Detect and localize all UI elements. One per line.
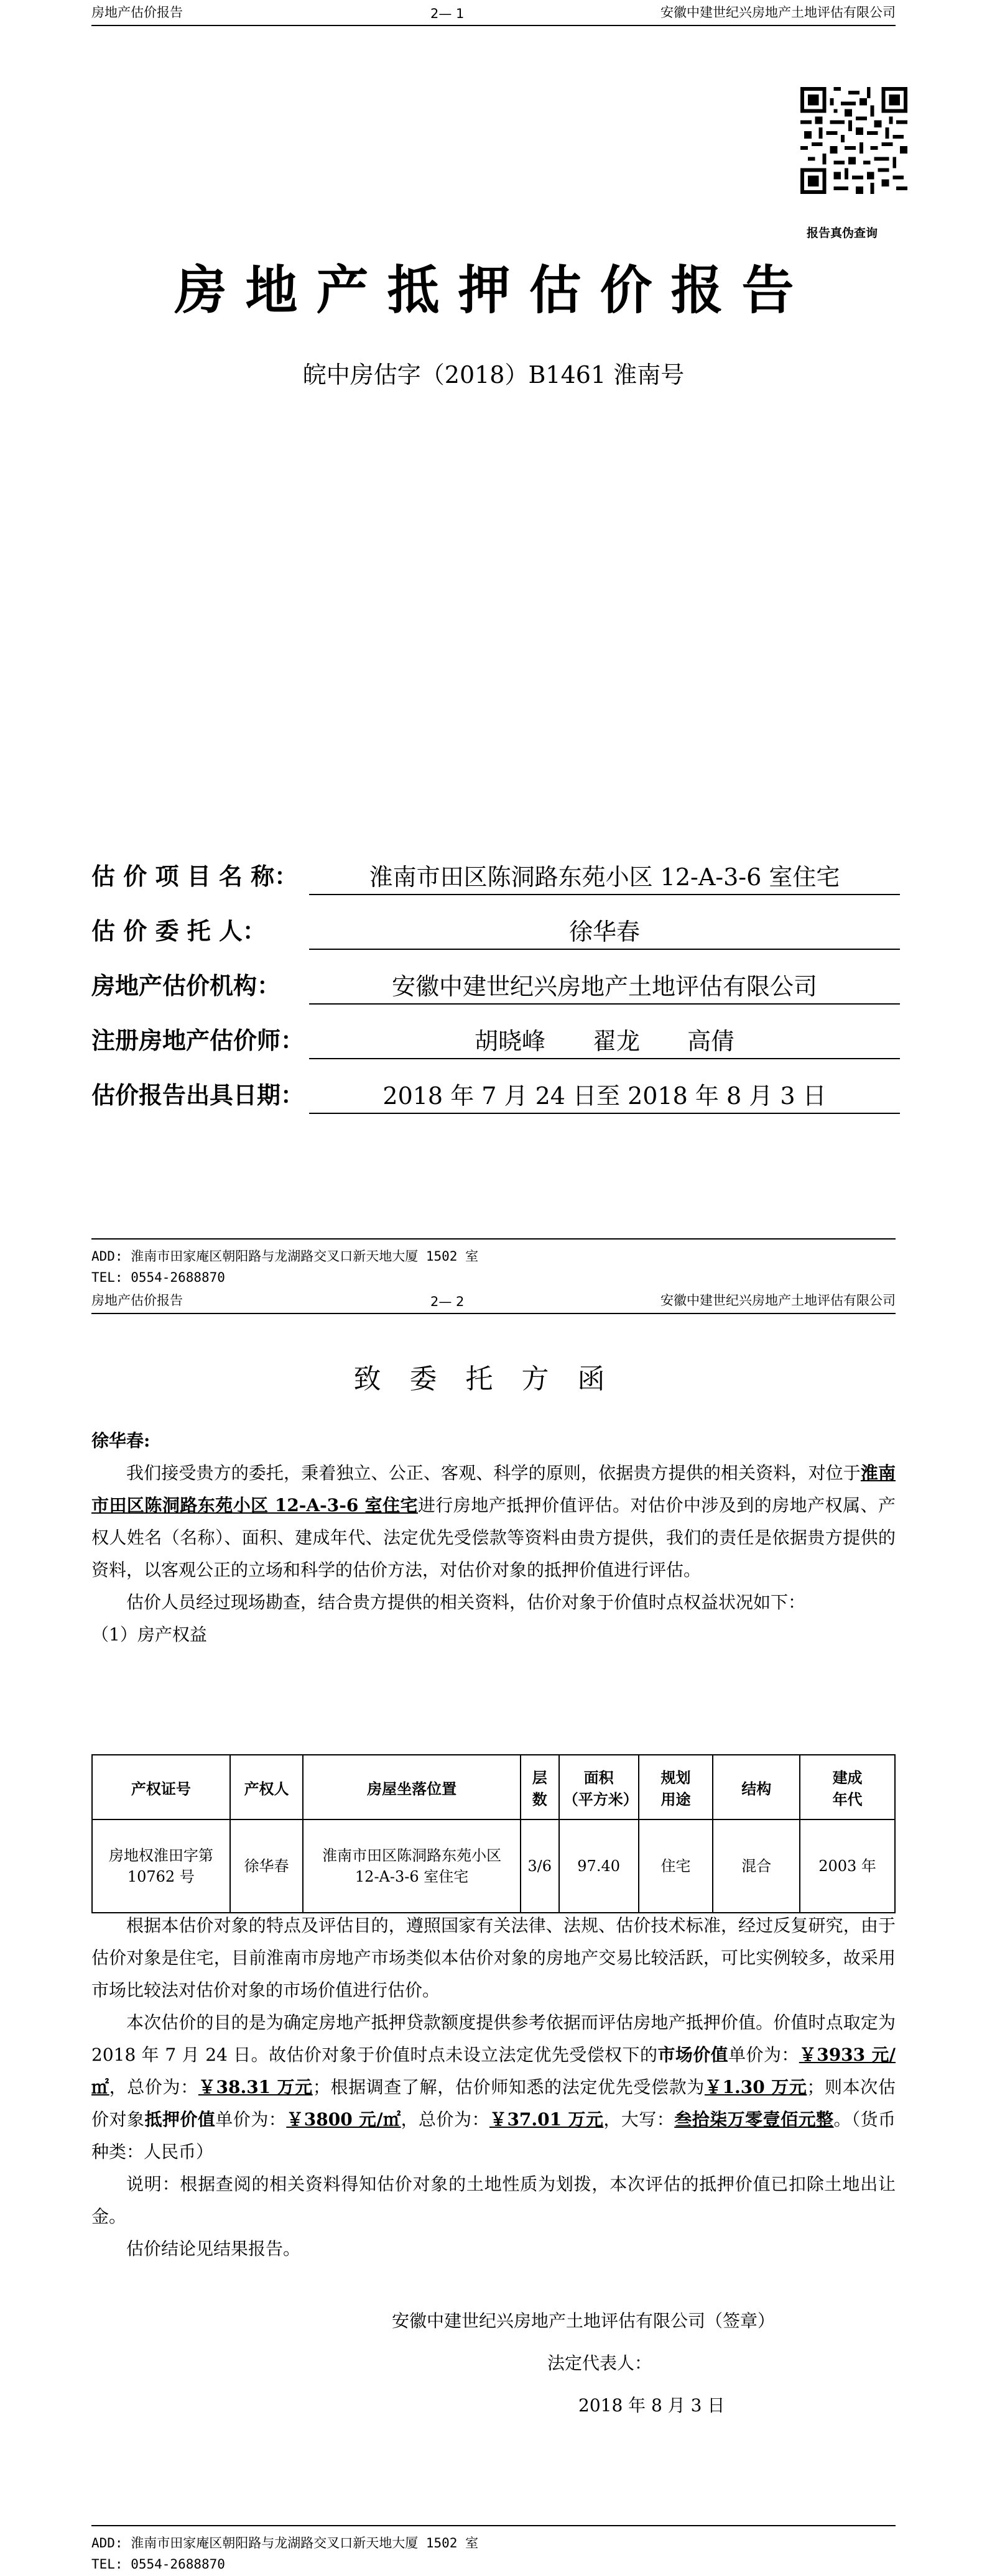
header-left: 房地产估价报告 bbox=[91, 1293, 183, 1308]
footer-tel: TEL: 0554-2688870 bbox=[91, 2557, 225, 2572]
field-issue-date bbox=[91, 1077, 912, 1114]
field-label: 估 价 项 目 名 称： bbox=[91, 863, 299, 890]
table-row bbox=[92, 1819, 895, 1913]
paragraph-5: 本次估价的目的是为确定房地产抵押贷款额度提供参考依据而评估房地产抵押价值。价值时点取定为 2018 年 7 月 24 日。故估价对象于价值时点未设立法定优先受偿权下的市场价值单价为：￥3933 元/㎡，总价为：￥38.31 万元；根据调查了解，估价师知悉的法定优先受偿款为￥1.30 万元；则本次估价对象抵押价值单价为：￥3800 元/㎡，总价为：￥37.01 万元，大写：叁拾柒万零壹佰元整。（货币种类：人民币） bbox=[91, 2012, 896, 2162]
footer-address: ADD: 淮南市田家庵区朝阳路与龙湖路交叉口新天地大厦 1502 室 bbox=[91, 2536, 479, 2551]
letter-title: 致委托方函 bbox=[353, 1363, 634, 1395]
qr-code-icon[interactable] bbox=[800, 87, 907, 194]
field-value: 徐华春 bbox=[309, 915, 900, 950]
table-header-cell: 产权人 bbox=[230, 1755, 304, 1819]
table-header-row bbox=[92, 1755, 895, 1819]
table-cell: 房地权淮田字第 10762 号 bbox=[92, 1819, 230, 1913]
field-appraisers bbox=[91, 1022, 912, 1059]
field-value: 安徽中建世纪兴房地产土地评估有限公司 bbox=[309, 970, 900, 1005]
mortgage-total-price: ￥37.01 万元 bbox=[489, 2109, 604, 2130]
field-client bbox=[91, 913, 912, 950]
table-cell: 97.40 bbox=[559, 1819, 639, 1913]
running-header bbox=[91, 1288, 896, 1314]
field-label: 估 价 委 托 人： bbox=[91, 918, 266, 945]
page-footer bbox=[91, 1238, 896, 1288]
footer-tel: TEL: 0554-2688870 bbox=[91, 1270, 225, 1285]
field-project-name bbox=[91, 858, 912, 895]
paragraph-7: 估价结论见结果报告。 bbox=[126, 2238, 301, 2259]
table-header-cell: 面积 （平方米） bbox=[559, 1755, 639, 1819]
paragraph-4: 根据本估价对象的特点及评估目的，遵照国家有关法律、法规、估价技术标准，经过反复研究，由于估价对象是住宅，目前淮南市房地产市场类似本估价对象的房地产交易比较活跃，可比实例较多，故采用市场比较法对估价对象的市场价值进行估价。 bbox=[91, 1915, 896, 2000]
property-rights-table bbox=[91, 1754, 896, 1913]
table-cell: 混合 bbox=[713, 1819, 800, 1913]
table-cell: 淮南市田区陈洞路东苑小区 12-A-3-6 室住宅 bbox=[303, 1819, 520, 1913]
market-total-price: ￥38.31 万元 bbox=[198, 2077, 313, 2097]
amount-in-words: 叁拾柒万零壹佰元整 bbox=[674, 2109, 834, 2130]
property-address: 淮南市田区陈洞路东苑小区 12-A-3-6 室住宅 bbox=[91, 1463, 896, 1516]
header-left: 房地产估价报告 bbox=[91, 5, 183, 20]
mortgage-value-term: 抵押价值 bbox=[144, 2109, 216, 2130]
field-value: 2018 年 7 月 24 日至 2018 年 8 月 3 日 bbox=[309, 1079, 900, 1114]
letter-body-bottom bbox=[91, 1910, 896, 2265]
table-header-cell: 层数 bbox=[521, 1755, 559, 1819]
header-right: 安徽中建世纪兴房地产土地评估有限公司 bbox=[660, 5, 896, 20]
field-label: 估价报告出具日期： bbox=[91, 1082, 305, 1109]
table-cell: 2003 年 bbox=[800, 1819, 895, 1913]
table-cell: 3/6 bbox=[521, 1819, 559, 1913]
paragraph-2: 估价人员经过现场勘查，结合贵方提供的相关资料，估价对象于价值时点权益状况如下： bbox=[126, 1592, 806, 1612]
table-cell: 徐华春 bbox=[230, 1819, 304, 1913]
section-label: （1）房产权益 bbox=[91, 1624, 207, 1645]
header-page-number: 2— 1 bbox=[430, 6, 465, 21]
field-value: 淮南市田区陈洞路东苑小区 12-A-3-6 室住宅 bbox=[309, 860, 900, 895]
field-label: 注册房地产估价师： bbox=[91, 1027, 305, 1054]
priority-claim-amount: ￥1.30 万元 bbox=[704, 2077, 807, 2097]
signature-company: 安徽中建世纪兴房地产土地评估有限公司（签章） bbox=[392, 2311, 776, 2331]
table-header-cell: 产权证号 bbox=[92, 1755, 230, 1819]
letter-body-top bbox=[91, 1425, 896, 1651]
footer-address: ADD: 淮南市田家庵区朝阳路与龙湖路交叉口新天地大厦 1502 室 bbox=[91, 1249, 479, 1264]
market-unit-price: ￥3933 元/㎡ bbox=[91, 2045, 896, 2097]
header-right: 安徽中建世纪兴房地产土地评估有限公司 bbox=[660, 1293, 896, 1308]
field-label: 房地产估价机构： bbox=[91, 972, 281, 1000]
table-header-cell: 结构 bbox=[713, 1755, 800, 1819]
table-header-cell: 房屋坐落位置 bbox=[303, 1755, 520, 1819]
paragraph-1: 我们接受贵方的委托，秉着独立、公正、客观、科学的原则，依据贵方提供的相关资料，对位于淮南市田区陈洞路东苑小区 12-A-3-6 室住宅进行房地产抵押价值评估。对估价中涉及到的房地产权属、产权人姓名（名称）、面积、建成年代、法定优先受偿款等资料由贵方提供，我们的责任是依据贵方提供的资料，以客观公正的立场和科学的估价方法，对估价对象的抵押价值进行评估。 bbox=[91, 1463, 896, 1580]
page-footer bbox=[91, 2525, 896, 2575]
report-number: 皖中房估字（2018）B1461 淮南号 bbox=[302, 361, 685, 389]
salutation: 徐华春: bbox=[91, 1430, 151, 1451]
qr-caption: 报告真伪查询 bbox=[807, 226, 878, 240]
header-page-number: 2— 2 bbox=[430, 1294, 465, 1309]
field-agency bbox=[91, 967, 912, 1005]
report-title: 房地产抵押估价报告 bbox=[174, 259, 813, 321]
legal-representative: 法定代表人： bbox=[547, 2353, 652, 2373]
running-header bbox=[91, 0, 896, 26]
table-header-cell: 建成 年代 bbox=[800, 1755, 895, 1819]
letter-page bbox=[0, 1288, 987, 2576]
mortgage-unit-price: ￥3800 元/㎡ bbox=[286, 2109, 401, 2130]
table-cell: 住宅 bbox=[639, 1819, 713, 1913]
field-value: 胡晓峰 翟龙 高倩 bbox=[309, 1024, 900, 1059]
signature-date: 2018 年 8 月 3 日 bbox=[578, 2395, 725, 2416]
paragraph-6: 说明：根据查阅的相关资料得知估价对象的土地性质为划拨，本次评估的抵押价值已扣除土地出让金。 bbox=[91, 2174, 896, 2227]
market-value-term: 市场价值 bbox=[657, 2045, 729, 2065]
table-header-cell: 规划 用途 bbox=[639, 1755, 713, 1819]
